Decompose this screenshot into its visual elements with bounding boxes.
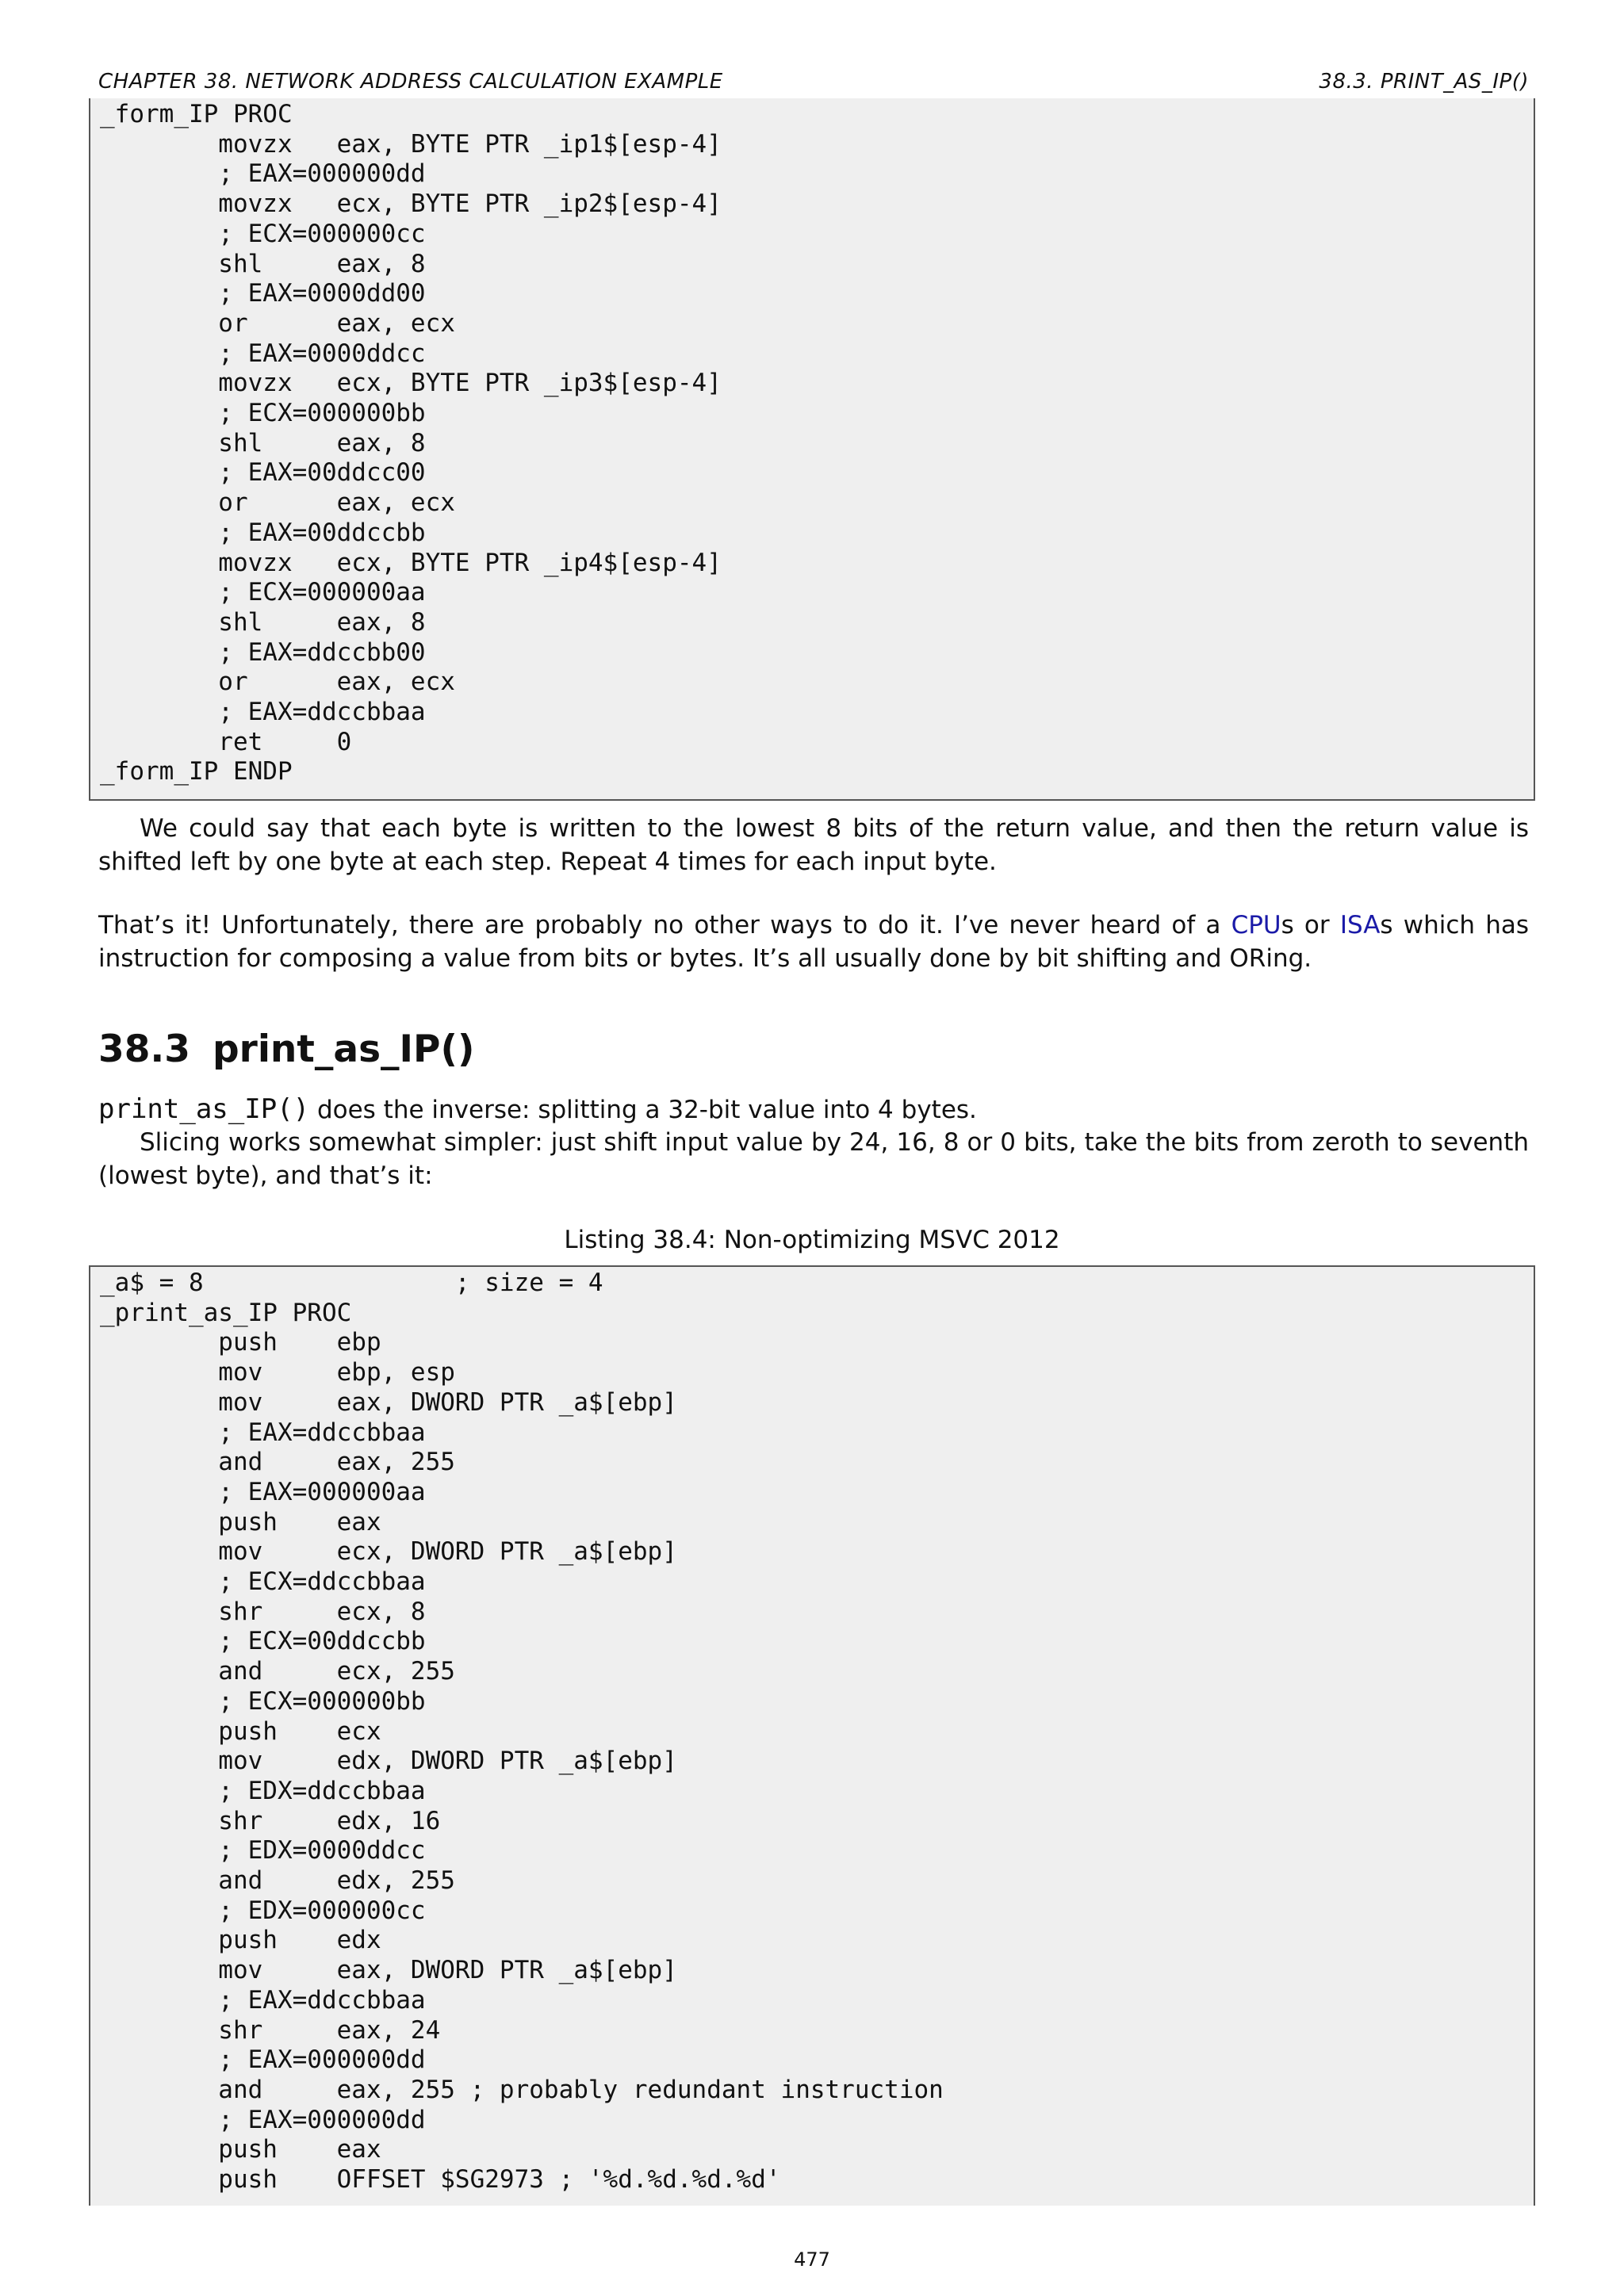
- glossary-link-cpu[interactable]: CPU: [1231, 911, 1281, 939]
- code-text: [90, 1267, 1534, 2195]
- code-line: ; ECX=000000cc: [100, 219, 426, 248]
- code-line: mov ebp, esp: [100, 1358, 455, 1387]
- code-line: ; ECX=000000bb: [100, 399, 426, 428]
- paragraph-text: Slicing works somewhat simpler: just shift input value by 24, 16, 8 or 0 bits, take the bits from zeroth to seventh (lowest byte), and that’s it:: [98, 1128, 1529, 1190]
- page-number: 477: [794, 2248, 830, 2271]
- code-line: ; ECX=000000aa: [100, 578, 426, 607]
- code-line: or eax, ecx: [100, 308, 455, 338]
- paragraph-thats-it: [98, 909, 1529, 975]
- section-title: 38.3. PRINT_AS_IP(): [1319, 70, 1529, 94]
- code-line: shl eax, 8: [100, 607, 426, 637]
- code-line: ; EAX=ddccbbaa: [100, 1985, 426, 2015]
- code-line: or eax, ecx: [100, 488, 455, 518]
- code-line: and ecx, 255: [100, 1657, 455, 1686]
- inline-code-function: print_as_IP(): [98, 1093, 310, 1125]
- code-line: ; EAX=ddccbbaa: [100, 1418, 426, 1447]
- code-line: shr edx, 16: [100, 1806, 441, 1835]
- running-header: [98, 70, 1529, 100]
- code-line: shr eax, 24: [100, 2015, 441, 2045]
- code-line: ; EDX=ddccbbaa: [100, 1776, 426, 1805]
- code-line: ; EAX=000000aa: [100, 1477, 426, 1506]
- paragraph-byte-shift: [98, 812, 1529, 878]
- code-line: _print_as_IP PROC: [100, 1298, 352, 1327]
- code-text: [90, 98, 1534, 787]
- paragraph-text: does the inverse: splitting a 32-bit value into 4 bytes.: [309, 1096, 977, 1124]
- code-line: push ebp: [100, 1328, 381, 1357]
- paragraph-inverse: [98, 1093, 1529, 1127]
- code-line: ; EAX=00ddcc00: [100, 458, 426, 488]
- code-line: ; EAX=000000dd: [100, 159, 426, 189]
- code-line: and edx, 255: [100, 1866, 455, 1896]
- code-line: ; EAX=0000ddcc: [100, 339, 426, 368]
- code-line: mov eax, DWORD PTR _a$[ebp]: [100, 1387, 677, 1417]
- code-line: and eax, 255 ; probably redundant instruction: [100, 2075, 944, 2104]
- text-run: s which has instruction for composing a value from bits or bytes. It’s all usually done by bit shifting and ORing.: [98, 911, 1530, 973]
- code-line: mov ecx, DWORD PTR _a$[ebp]: [100, 1537, 677, 1567]
- code-listing-print-as-ip: [89, 1265, 1535, 2206]
- code-line: shr ecx, 8: [100, 1597, 426, 1626]
- code-line: movzx ecx, BYTE PTR _ip3$[esp-4]: [100, 369, 722, 398]
- code-line: mov eax, DWORD PTR _a$[ebp]: [100, 1956, 677, 1985]
- code-line: movzx ecx, BYTE PTR _ip2$[esp-4]: [100, 189, 722, 219]
- code-line: ; EAX=ddccbbaa: [100, 698, 426, 727]
- glossary-link-isa[interactable]: ISA: [1339, 911, 1381, 939]
- text-run: s or: [1281, 911, 1340, 939]
- code-line: push ecx: [100, 1716, 381, 1746]
- code-line: ; EAX=ddccbb00: [100, 637, 426, 667]
- code-line: movzx eax, BYTE PTR _ip1$[esp-4]: [100, 129, 722, 159]
- code-line: ; EDX=0000ddcc: [100, 1836, 426, 1866]
- code-line: mov edx, DWORD PTR _a$[ebp]: [100, 1747, 677, 1776]
- code-line: ; EAX=000000dd: [100, 2045, 426, 2075]
- code-listing-form-ip: [89, 98, 1535, 801]
- code-line: ; EAX=0000dd00: [100, 279, 426, 308]
- code-line: _a$ = 8 ; size = 4: [100, 1269, 603, 1297]
- code-line: push OFFSET $SG2973 ; '%d.%d.%d.%d': [100, 2165, 781, 2195]
- section-number: 38.3: [98, 1027, 190, 1071]
- paragraph-slicing: [98, 1126, 1529, 1192]
- section-heading: [98, 1027, 474, 1071]
- code-line: push edx: [100, 1926, 381, 1955]
- listing-caption: Listing 38.4: Non-optimizing MSVC 2012: [564, 1226, 1060, 1254]
- code-line: movzx ecx, BYTE PTR _ip4$[esp-4]: [100, 548, 722, 577]
- code-line: ; ECX=000000bb: [100, 1686, 426, 1716]
- text-run: That’s it! Unfortunately, there are probably no other ways to do it. I’ve never heard of a: [98, 911, 1231, 939]
- code-line: or eax, ecx: [100, 668, 455, 697]
- code-line: shl eax, 8: [100, 249, 426, 278]
- code-line: ; EAX=00ddccbb: [100, 518, 426, 547]
- chapter-title: CHAPTER 38. NETWORK ADDRESS CALCULATION EXAMPLE: [98, 70, 723, 94]
- paragraph-text: We could say that each byte is written to the lowest 8 bits of the return value, and then the return value is shifted left by one byte at each step. Repeat 4 times for each input byte.: [98, 814, 1529, 876]
- code-line: push eax: [100, 2135, 381, 2164]
- code-line: shl eax, 8: [100, 428, 426, 457]
- code-line: ; EAX=000000dd: [100, 2105, 426, 2134]
- code-line: ; ECX=ddccbbaa: [100, 1567, 426, 1597]
- code-line: ; ECX=00ddccbb: [100, 1627, 426, 1656]
- code-line: _form_IP ENDP: [100, 757, 293, 786]
- code-line: ; EDX=000000cc: [100, 1896, 426, 1925]
- code-line: ret 0: [100, 727, 352, 756]
- section-heading-title: print_as_IP(): [213, 1027, 475, 1071]
- code-line: and eax, 255: [100, 1448, 455, 1477]
- code-line: _form_IP PROC: [100, 100, 293, 128]
- code-line: push eax: [100, 1507, 381, 1536]
